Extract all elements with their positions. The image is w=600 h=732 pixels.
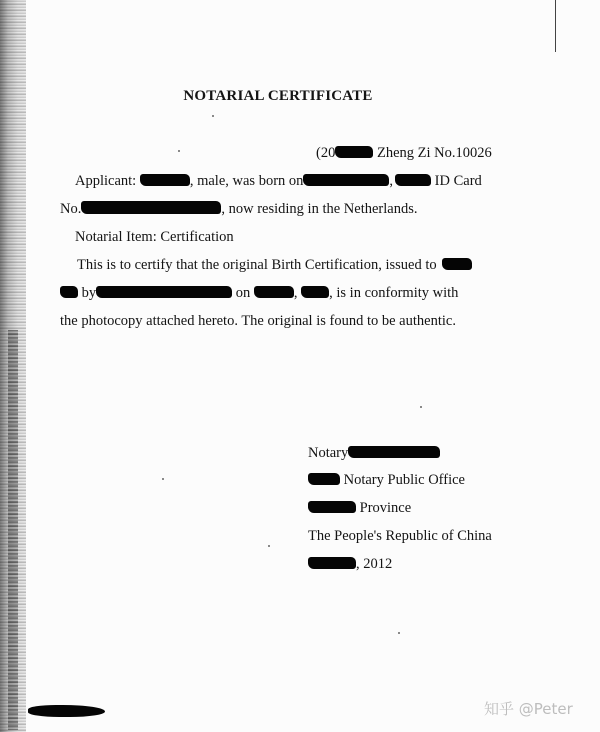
redaction-mark <box>81 201 221 214</box>
redaction-mark <box>60 286 78 298</box>
notary-office: Notary Public Office <box>343 472 465 488</box>
province-label: Province <box>359 500 412 516</box>
redaction-mark <box>96 286 232 298</box>
certification-line-2: by on , , is in conformity with <box>60 284 458 302</box>
id-card-label: ID Card <box>434 173 482 189</box>
redaction-mark <box>254 286 294 298</box>
reference-prefix: (20 <box>316 145 336 161</box>
by-text: by <box>81 285 97 301</box>
applicant-line: Applicant: , male, was born on , ID Card <box>75 173 482 189</box>
redaction-mark <box>140 174 190 186</box>
office-line <box>308 471 465 489</box>
applicant-label: Applicant: <box>75 173 137 189</box>
scan-speck <box>420 406 422 408</box>
certification-line-1 <box>77 256 472 274</box>
notary-line <box>308 444 440 462</box>
id-number-line <box>60 200 417 218</box>
redaction-mark <box>308 557 356 569</box>
residence-text: , now residing in the Netherlands. <box>221 201 418 217</box>
redaction-mark <box>335 146 373 158</box>
redaction-mark <box>301 286 329 298</box>
reference-number-line <box>316 144 492 162</box>
redaction-mark <box>308 501 356 513</box>
scan-edge-line <box>555 0 556 52</box>
certification-text-1: This is to certify that the original Birth Certification, issued to <box>77 257 437 273</box>
scan-speck <box>398 632 400 634</box>
province-line <box>308 499 411 517</box>
certification-line-3: the photocopy attached hereto. The original is found to be authentic. <box>60 313 456 329</box>
conformity-text: , is in conformity with <box>329 285 459 301</box>
applicant-birth-text: , male, was born on <box>189 173 304 189</box>
scan-speck <box>268 545 270 547</box>
redaction-blot <box>28 705 105 717</box>
scan-speck <box>162 478 164 480</box>
notarial-item-line: Notarial Item: Certification <box>75 229 234 245</box>
on-text: on <box>235 285 251 301</box>
reference-suffix: Zheng Zi No.10026 <box>376 145 492 161</box>
scan-shadow-edge-dark <box>8 330 18 730</box>
date-year: , 2012 <box>356 556 393 572</box>
watermark-text: 知乎 @Peter <box>484 700 573 718</box>
redaction-mark <box>395 174 431 186</box>
scan-speck <box>178 150 180 152</box>
id-number-label: No. <box>60 201 82 217</box>
date-line <box>308 555 392 573</box>
redaction-mark <box>348 446 440 458</box>
redaction-mark <box>442 258 472 270</box>
notary-label: Notary <box>308 445 349 461</box>
country-line: The People's Republic of China <box>308 528 492 544</box>
scan-speck <box>212 115 214 117</box>
redaction-mark <box>303 174 389 186</box>
document-title: NOTARIAL CERTIFICATE <box>183 88 373 104</box>
redaction-mark <box>308 473 340 485</box>
